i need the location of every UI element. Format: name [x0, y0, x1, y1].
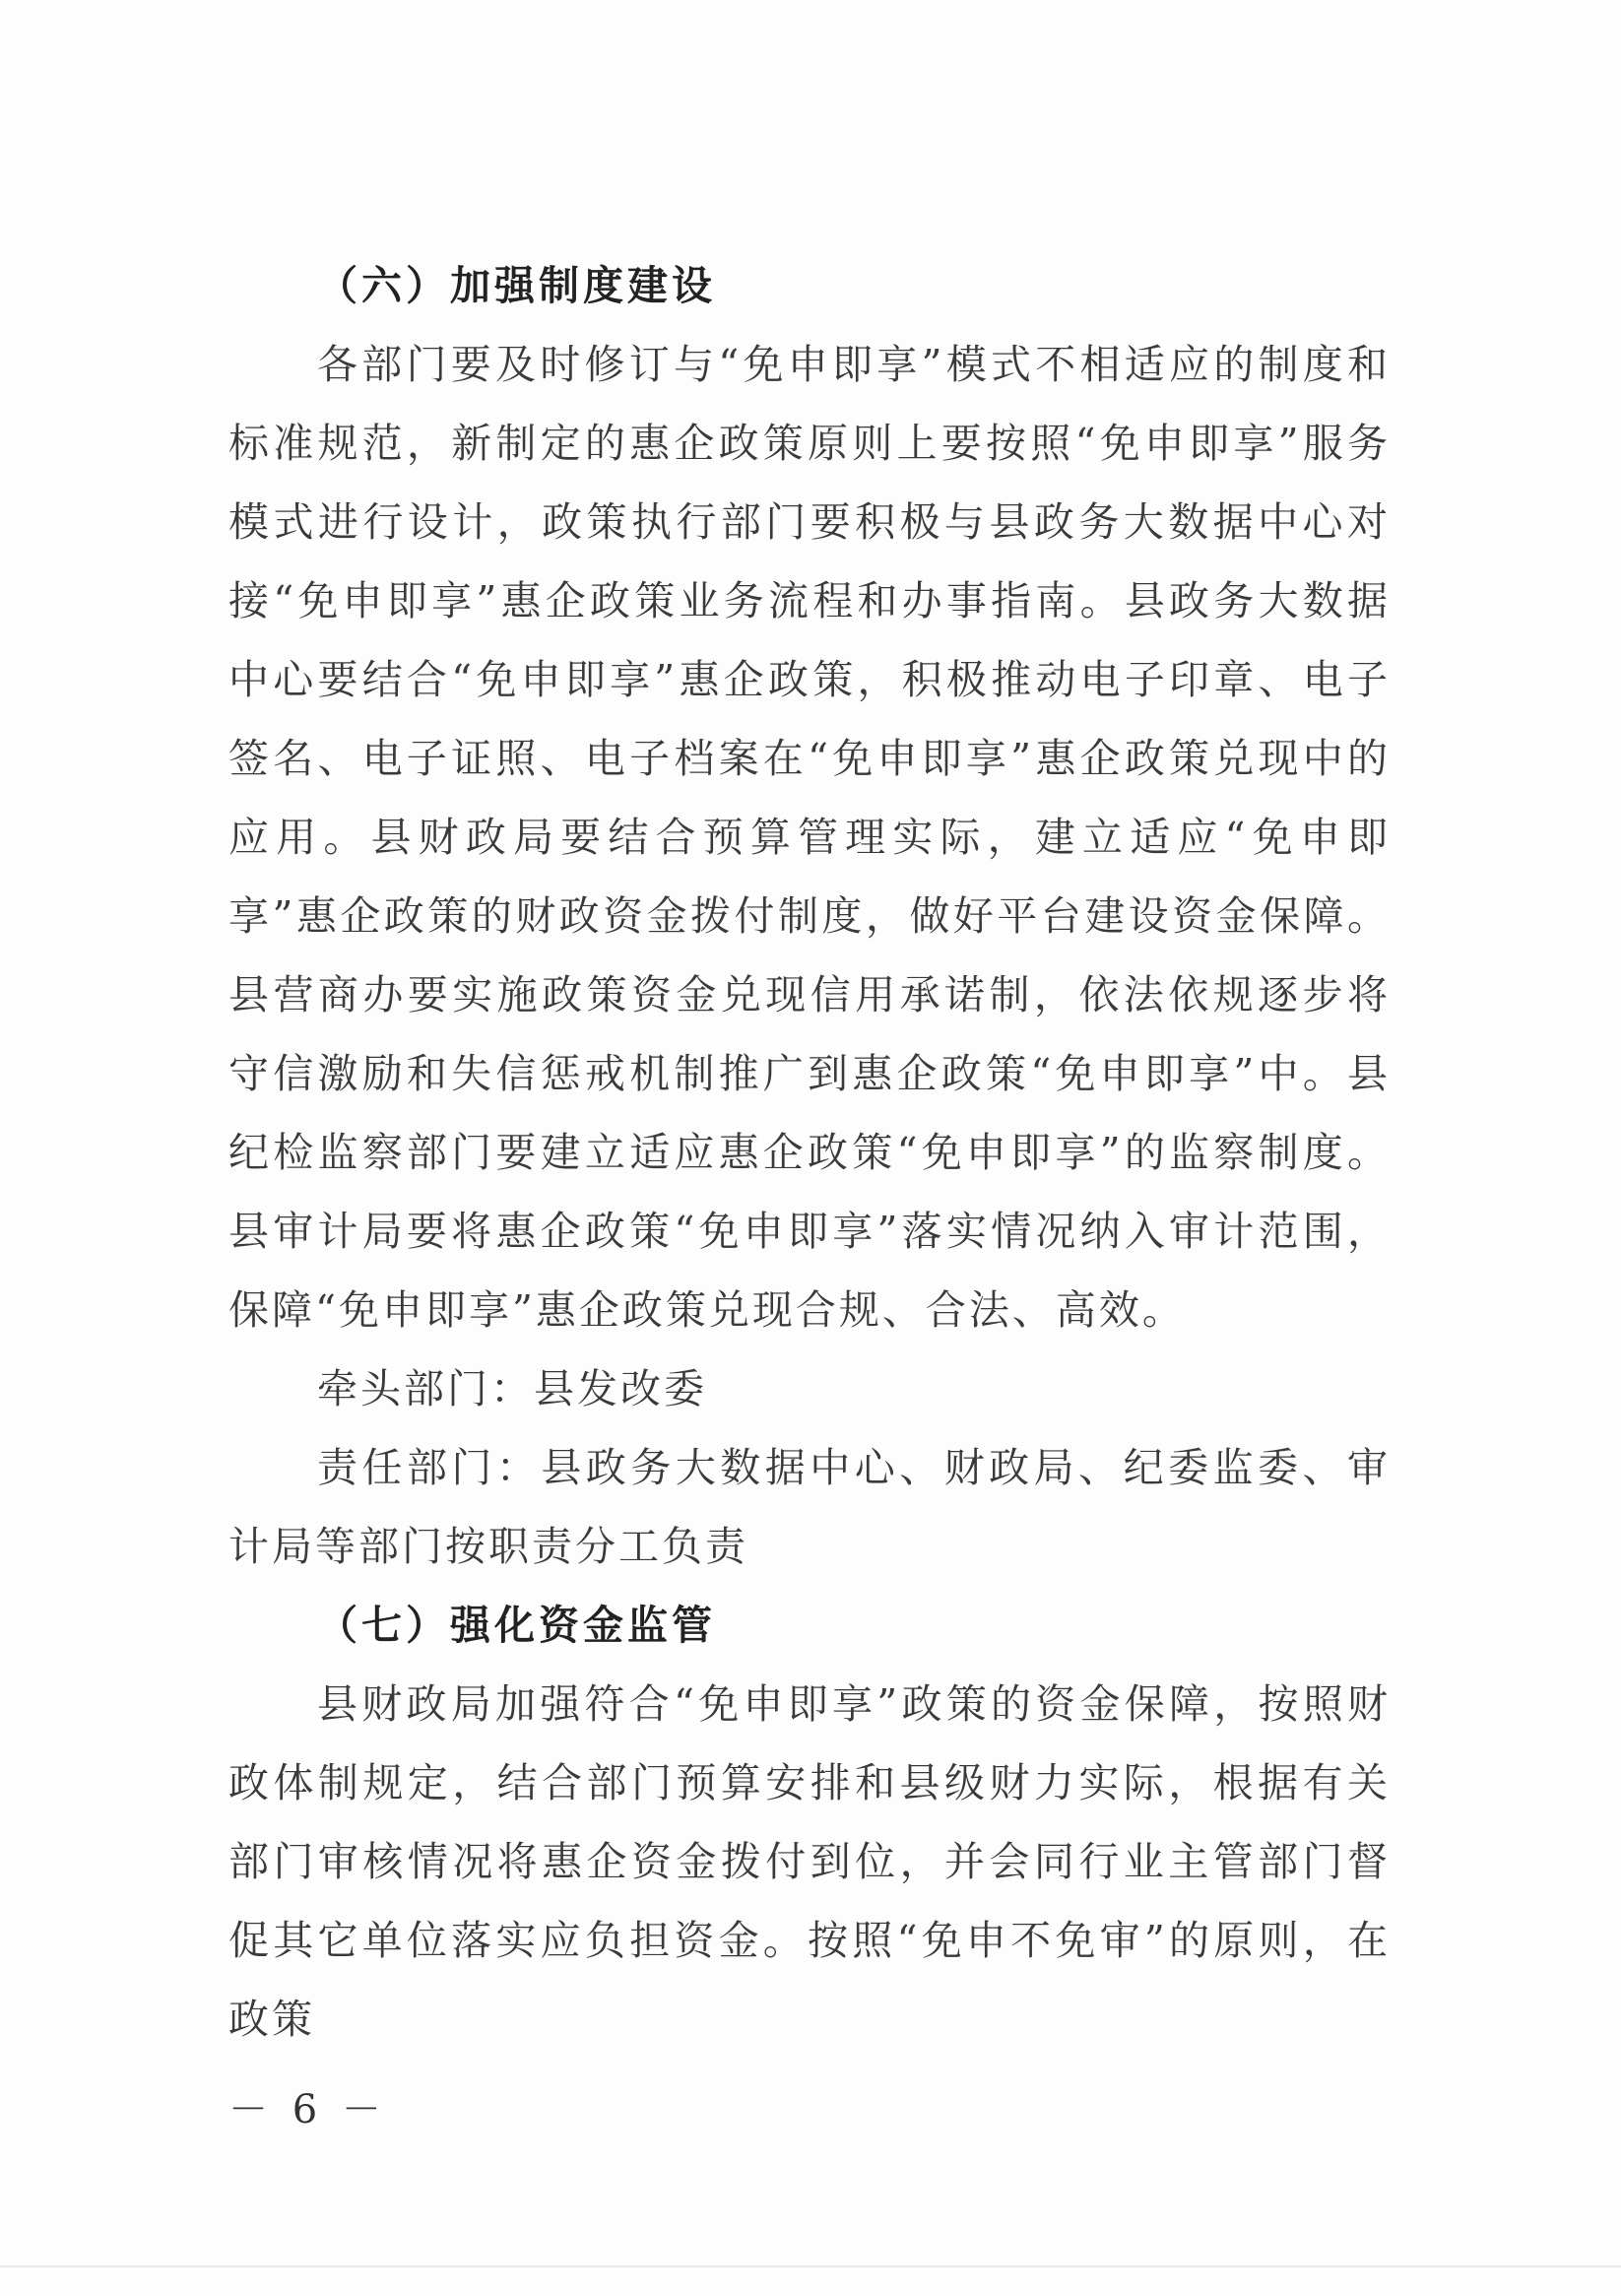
- scan-edge-divider: [0, 2265, 1621, 2267]
- section-7-body: 县财政局加强符合“免申即享”政策的资金保障，按照财政体制规定，结合部门预算安排和县级财力实际，根据有关部门审核情况将惠企资金拨付到位，并会同行业主管部门督促其它单位落实应负担资金。按照“免申不免审”的原则，在政策: [228, 1680, 1391, 2043]
- section-6-body: 各部门要及时修订与“免申即享”模式不相适应的制度和标准规范，新制定的惠企政策原则上要按照“免申即享”服务模式进行设计，政策执行部门要积极与县政务大数据中心对接“免申即享”惠企政策业务流程和办事指南。县政务大数据中心要结合“免申即享”惠企政策，积极推动电子印章、电子签名、电子证照、电子档案在“免申即享”惠企政策兑现中的应用。县财政局要结合预算管理实际，建立适应“免申即享”惠企政策的财政资金拨付制度，做好平台建设资金保障。县营商办要实施政策资金兑现信用承诺制，依法依规逐步将守信激励和失信惩戒机制推广到惠企政策“免申即享”中。县纪检监察部门要建立适应惠企政策“免申即享”的监察制度。县审计局要将惠企政策“免申即享”落实情况纳入审计范围，保障“免申即享”惠企政策兑现合规、合法、高效。: [228, 341, 1391, 1334]
- section-6-heading: （六）加强制度建设: [317, 262, 716, 309]
- responsible-departments: 责任部门：县政务大数据中心、财政局、纪委监委、审计局等部门按职责分工负责: [228, 1444, 1391, 1570]
- section-7-heading: （七）强化资金监管: [317, 1602, 716, 1649]
- lead-department: 牵头部门：县发改委: [317, 1365, 707, 1412]
- document-content: [228, 246, 1391, 2059]
- page-number: － 6 －: [228, 2087, 387, 2132]
